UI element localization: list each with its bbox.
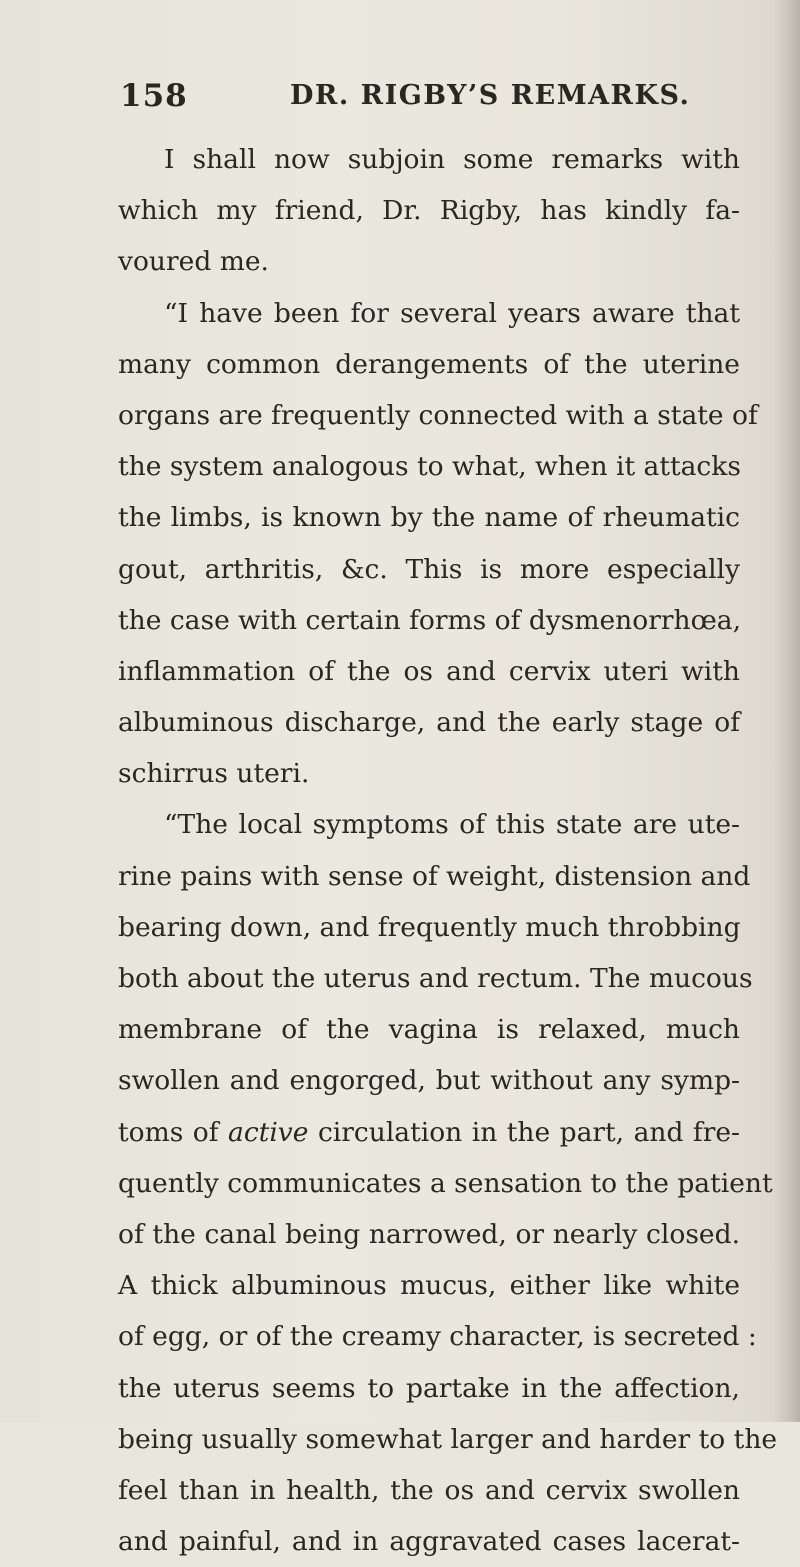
running-head: DR. RIGBY’S REMARKS.	[290, 80, 691, 111]
text-line: gout, arthritis, &c. This is more especially	[118, 553, 740, 585]
page-edge-shadow	[774, 0, 800, 1422]
text-line: “I have been for several years aware that	[164, 297, 740, 329]
text-line: being usually somewhat larger and harder to the	[118, 1423, 778, 1455]
page-number: 158	[120, 78, 188, 114]
text-line: the system analogous to what, when it attacks	[118, 451, 741, 483]
text-line: of egg, or of the creamy character, is secreted :	[118, 1321, 757, 1353]
text-line: many common derangements of the uterine	[118, 348, 740, 380]
text-line: the uterus seems to partake in the affection,	[118, 1372, 740, 1404]
text-line: swollen and engorged, but without any symp-	[118, 1065, 740, 1097]
text-line: which my friend, Dr. Rigby, has kindly fa-	[118, 195, 740, 227]
text-line: “The local symptoms of this state are ute-	[164, 809, 740, 841]
text-line: the case with certain forms of dysmenorrhœa,	[118, 604, 742, 636]
text-line: of the canal being narrowed, or nearly closed.	[118, 1218, 740, 1250]
body-text	[118, 134, 778, 1567]
page-header	[120, 78, 780, 118]
text-line: albuminous discharge, and the early stage of	[118, 707, 740, 739]
text-line: toms of active circulation in the part, and fre-	[118, 1116, 740, 1148]
text-line: inflammation of the os and cervix uteri with	[118, 655, 740, 687]
text-line: I shall now subjoin some remarks with	[164, 144, 740, 175]
text-line: quently communicates a sensation to the patient	[118, 1167, 773, 1199]
text-line: voured me.	[118, 246, 269, 278]
text-line: organs are frequently connected with a state of	[118, 399, 758, 431]
text-line: feel than in health, the os and cervix swollen	[118, 1474, 740, 1506]
text-line: bearing down, and frequently much throbbing	[118, 911, 741, 943]
text-line: A thick albuminous mucus, either like white	[118, 1270, 740, 1302]
text-line: membrane of the vagina is relaxed, much	[118, 1014, 740, 1046]
text-line: the limbs, is known by the name of rheumatic	[118, 502, 740, 534]
text-line: both about the uterus and rectum. The mucous	[118, 963, 753, 994]
text-line: schirrus uteri.	[118, 758, 310, 790]
text-line: rine pains with sense of weight, distension and	[118, 860, 751, 892]
text-line: and painful, and in aggravated cases lacerat-	[118, 1526, 740, 1558]
